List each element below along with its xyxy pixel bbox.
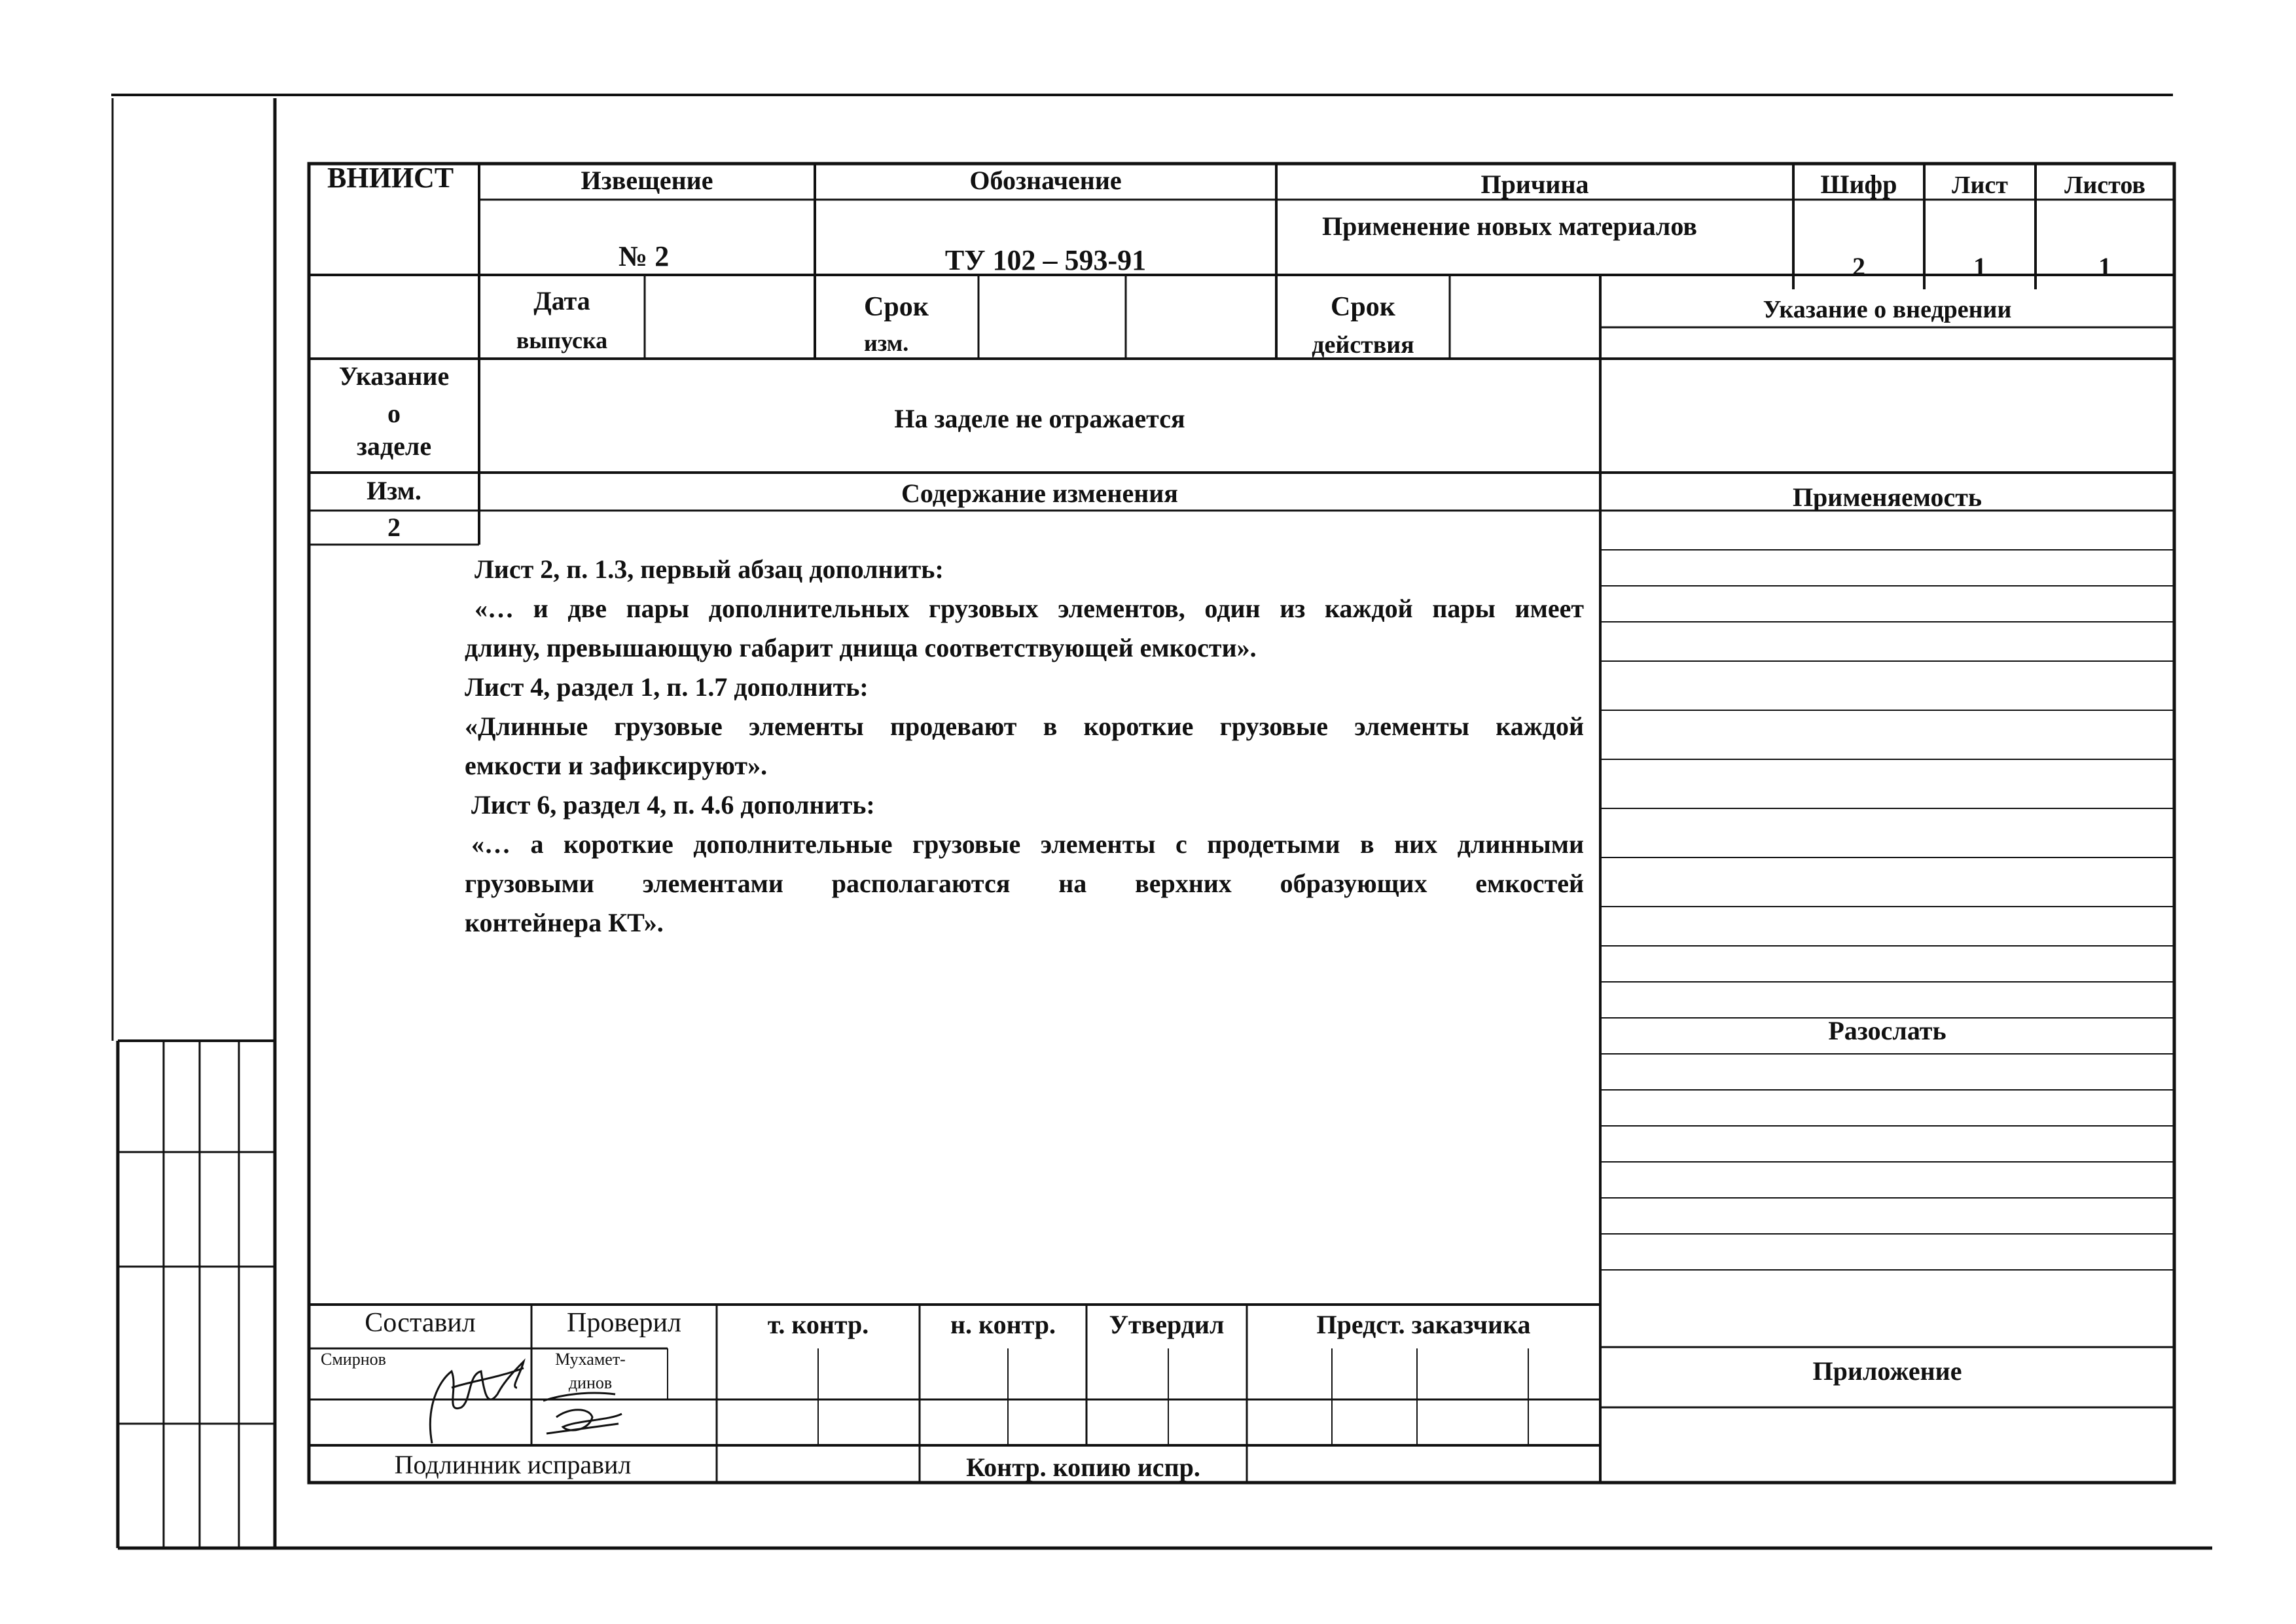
- customer-rep-label: Предст. заказчика: [1316, 1310, 1531, 1339]
- sheet-value: 1: [1973, 252, 1986, 281]
- issue-date-label-1: Дата: [533, 286, 590, 316]
- designation-label: Обозначение: [969, 166, 1122, 195]
- reserve-label-3: заделе: [356, 431, 432, 461]
- code-label: Шифр: [1820, 170, 1897, 199]
- checked-name-2: динов: [568, 1373, 613, 1392]
- reserve-value: На заделе не отражается: [894, 404, 1185, 433]
- reserve-label-2: о: [387, 399, 401, 428]
- approved-label: Утвердил: [1109, 1310, 1225, 1339]
- notice-label: Извещение: [581, 166, 713, 195]
- sheet-label: Лист: [1952, 171, 2008, 199]
- validity-label-1: Срок: [1331, 292, 1395, 322]
- compiled-name: Смирнов: [321, 1350, 386, 1369]
- applicability-label: Применяемость: [1792, 482, 1982, 512]
- code-value: 2: [1852, 252, 1865, 281]
- content-line: «… а короткие дополнительные грузовые элементы с продетыми в них длинными: [471, 829, 1584, 859]
- validity-label-2: действия: [1312, 331, 1414, 359]
- checked-name-1: Мухамет-: [555, 1350, 626, 1369]
- content-line: «Длинные грузовые элементы продевают в короткие грузовые элементы каждой: [465, 712, 1584, 741]
- notice-number: № 2: [619, 240, 670, 272]
- content-line: емкости и зафиксируют».: [465, 751, 768, 780]
- reserve-label-1: Указание: [338, 361, 450, 391]
- sheets-label: Листов: [2064, 171, 2145, 199]
- designation-value: ТУ 102 – 593-91: [944, 244, 1147, 276]
- content-line: Лист 6, раздел 4, п. 4.6 дополнить:: [471, 790, 875, 820]
- issue-date-label-2: выпуска: [516, 327, 608, 353]
- norm-control-label: н. контр.: [950, 1310, 1056, 1339]
- content-line: Лист 2, п. 1.3, первый абзац дополнить:: [475, 554, 944, 584]
- reason-value: Применение новых материалов: [1322, 211, 1697, 241]
- change-label: Изм.: [367, 476, 422, 505]
- compiled-label: Составил: [365, 1308, 476, 1338]
- content-line: длину, превышающую габарит днища соответствующей емкости».: [465, 633, 1257, 662]
- implementation-label: Указание о внедрении: [1763, 296, 2012, 323]
- reason-label: Причина: [1480, 170, 1589, 199]
- org-name: ВНИИСТ: [327, 162, 454, 194]
- original-corrected-label: Подлинник исправил: [394, 1450, 632, 1479]
- change-number: 2: [387, 513, 401, 542]
- content-line: контейнера КТ».: [465, 908, 664, 937]
- change-term-label-1: Срок: [864, 292, 929, 322]
- change-content: [465, 550, 1584, 943]
- appendix-label: Приложение: [1812, 1356, 1962, 1386]
- content-line: «… и две пары дополнительных грузовых элементов, один из каждой пары имеет: [475, 594, 1584, 623]
- control-copy-label: Контр. копию испр.: [966, 1453, 1200, 1482]
- tech-control-label: т. контр.: [767, 1310, 869, 1339]
- sheets-value: 1: [2098, 252, 2111, 281]
- checked-label: Проверил: [567, 1308, 681, 1338]
- content-line: Лист 4, раздел 1, п. 1.7 дополнить:: [465, 672, 869, 702]
- content-line: грузовыми элементами располагаются на верхних образующих емкостей: [465, 869, 1584, 898]
- change-header: Содержание изменения: [901, 478, 1178, 508]
- change-term-label-2: изм.: [864, 330, 909, 356]
- distribute-label: Разослать: [1828, 1016, 1946, 1045]
